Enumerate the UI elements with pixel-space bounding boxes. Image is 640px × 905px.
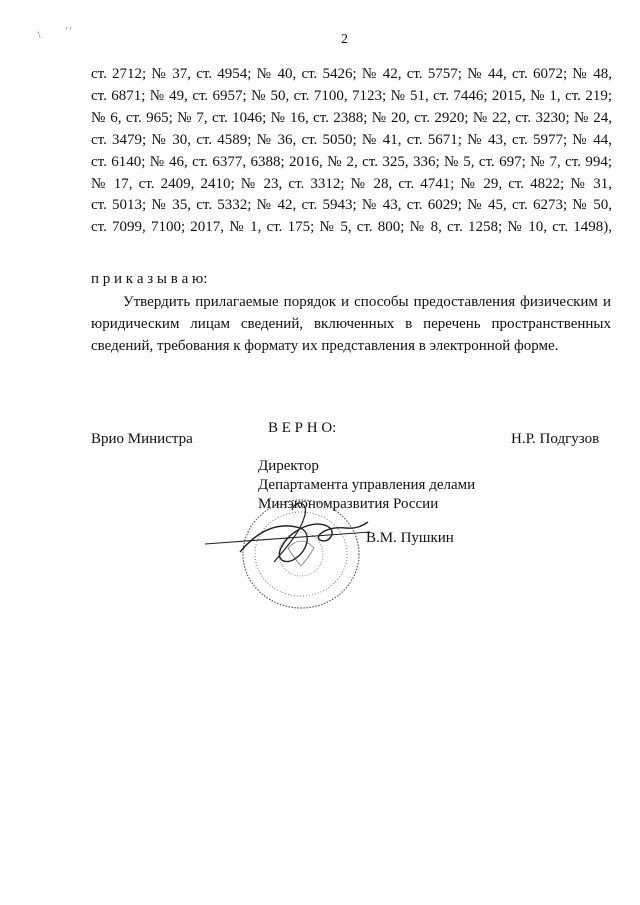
citation-line: № 17, ст. 2409, 2410; № 23, ст. 3312; № 28, ст. 4741; № 29, ст. 4822; № 31, [91, 175, 612, 192]
decree-paragraph: Утвердить прилагаемые порядок и способы предоставления физическим и юридическим лицам сведений, включенных в перечень пространственных сведений, требования к формату их представления в электронной форме. [91, 294, 611, 354]
citation-line: № 6, ст. 965; № 7, ст. 1046; № 16, ст. 2388; № 20, ст. 2920; № 22, ст. 3230; № 24, [91, 109, 612, 126]
certifier-ministry: Минэкономразвития России [258, 496, 439, 512]
citation-line: ст. 6871; № 49, ст. 6957; № 50, ст. 7100, 7123; № 51, ст. 7446; 2015, № 1, ст. 219; [91, 87, 612, 104]
certification-verno: В Е Р Н О: [268, 420, 337, 436]
citation-line: ст. 5013; № 35, ст. 5332; № 42, ст. 5943; № 43, ст. 6029; № 45, ст. 6273; № 50, [91, 197, 612, 214]
citation-line: ст. 2712; № 37, ст. 4954; № 40, ст. 5426; № 42, ст. 5757; № 44, ст. 6072; № 48, [91, 66, 612, 82]
page-number: 2 [341, 32, 348, 47]
official-seal-and-signature [200, 488, 400, 610]
certifier-department: Департамента управления делами [258, 477, 476, 493]
citation-line: ст. 6140; № 46, ст. 6377, 6388; 2016, № 2, ст. 325, 336; № 5, ст. 697; № 7, ст. 994; [91, 153, 612, 170]
directive: п р и к а з ы в а ю: [91, 271, 208, 287]
citation-block [91, 64, 612, 239]
citation-line: ст. 3479; № 30, ст. 4589; № 36, ст. 5050; № 41, ст. 5671; № 43, ст. 5977; № 44, [91, 131, 612, 148]
citation-line: ст. 7099, 7100; 2017, № 1, ст. 175; № 5, ст. 800; № 8, ст. 1258; № 10, ст. 1498), [91, 219, 612, 236]
signatory-name: Н.Р. Подгузов [511, 431, 600, 447]
certifier-title: Директор [258, 458, 319, 474]
scan-mark: \ [38, 30, 41, 40]
signatory-position: Врио Министра [91, 431, 193, 447]
scan-mark: ' ' [66, 26, 72, 36]
certifier-name: В.М. Пушкин [366, 530, 454, 546]
